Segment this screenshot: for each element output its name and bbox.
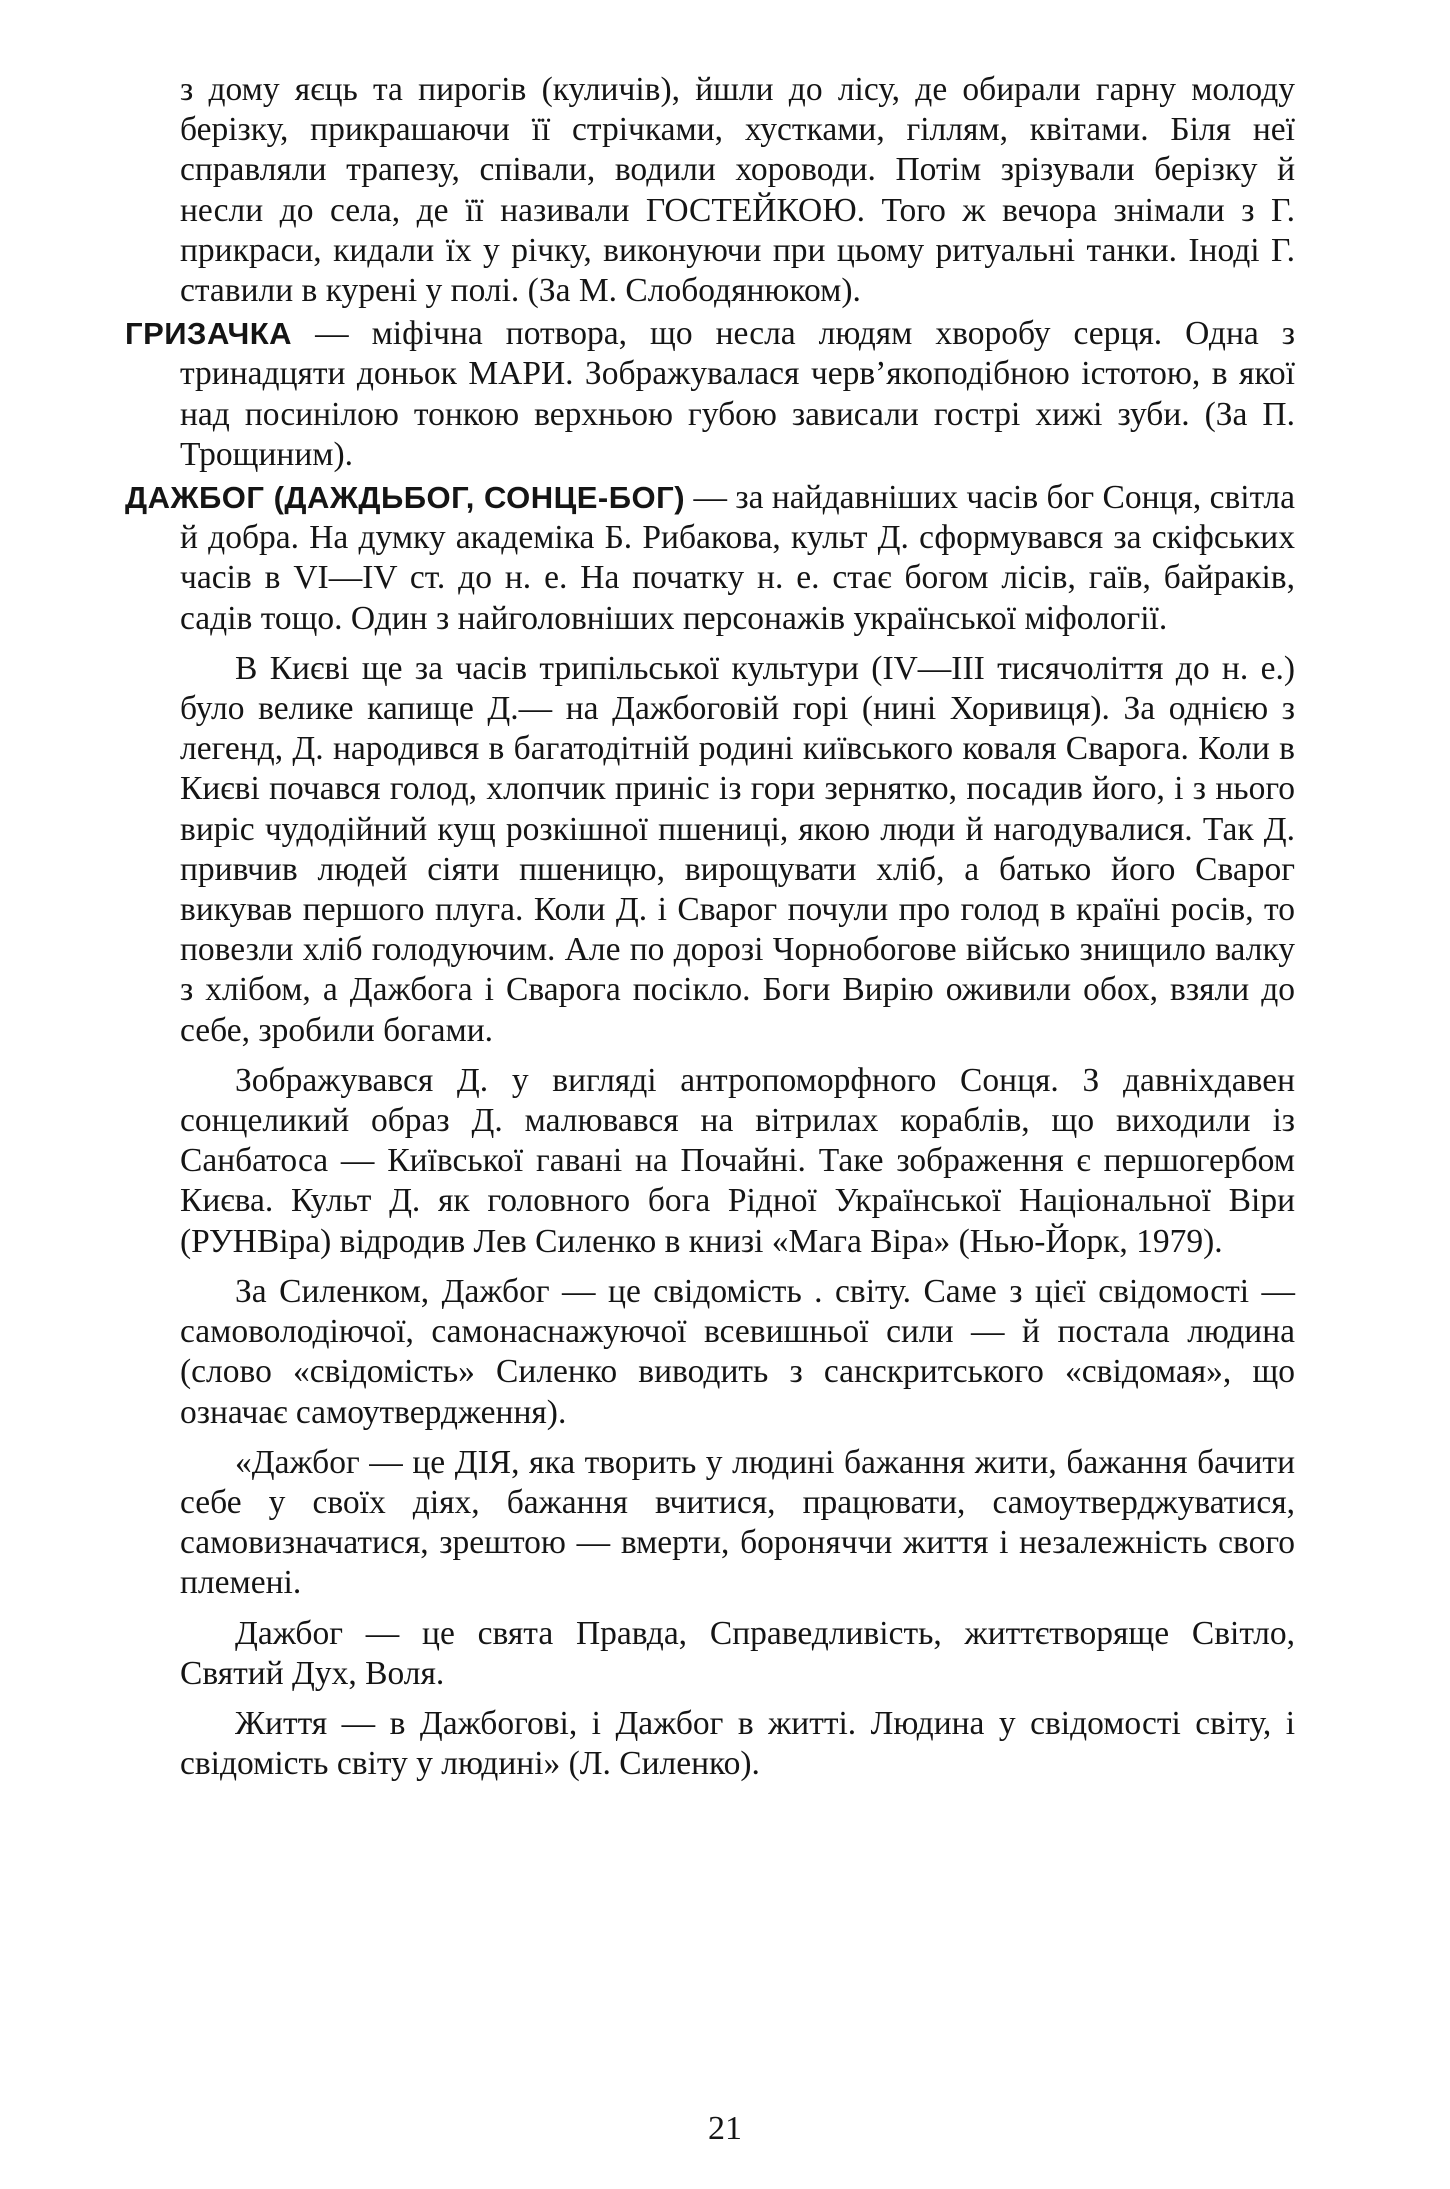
body-paragraph: Зображувався Д. у вигляді антропоморфного Сонця. З давніхдавен сонцеликий образ Д. малювався на вітрилах кораблів, що виходили із Санбатоса — Київської гавані на Почайні. Таке зображення є першогербом Києва. Культ Д. як головного бога Рідної Української Національної Віри (РУНВіра) відродив Лев Силенко в книзі «Мага Віра» (Нью-Йорк, 1979).	[180, 1061, 1295, 1260]
page-body	[125, 70, 1295, 1784]
body-paragraph: «Дажбог — це ДІЯ, яка творить у людині бажання жити, бажання бачити себе у своїх діях, бажання вчитися, працювати, самоутверджуватися, самовизначатися, зрештою — вмерти, бороняччи життя і незалежність свого племені.	[180, 1443, 1295, 1602]
entry-headword: ГРИЗАЧКА	[125, 316, 293, 352]
entry-headword: ДАЖБОГ (ДАЖДЬБОГ, СОНЦЕ-БОГ)	[125, 480, 686, 516]
entry-dazhboh	[125, 478, 1295, 639]
body-paragraph: Дажбог — це свята Правда, Справедливість, життєтворяще Світло, Святий Дух, Воля.	[180, 1614, 1295, 1692]
entry-text: — за найдавніших часів бог Сонця, світла й добра. На думку академіка Б. Рибакова, культ Д. сформувався за скіфських часів в VI—IV ст. до н. е. На початку н. е. стає богом лісів, гаїв, байраків, садів тощо. Один з найголовніших персонажів української міфології.	[180, 479, 1296, 637]
body-paragraph: Життя — в Дажбогові, і Дажбог в житті. Людина у свідомості світу, і свідомість світу у людині» (Л. Силенко).	[180, 1704, 1295, 1783]
body-paragraph: За Силенком, Дажбог — це свідомість . світу. Саме з цієї свідомості — самоволодіючої, самонаснажуючої всевишньої сили — й постала людина (слово «свідомість» Силенко виводить з санскритського «свідомая», що означає самоутвердження).	[180, 1272, 1295, 1431]
entry-gryzachka	[125, 314, 1295, 475]
page-number: 21	[708, 2110, 742, 2147]
entry-text: — міфічна потвора, що несла людям хворобу серця. Одна з тринадцяти доньок МАРИ. Зображувалася черв’якоподібною істотою, в якої над посинілою тонкою верхньою губою зависали гострі хижі зуби. (За П. Трощиним).	[180, 315, 1295, 473]
body-paragraph: В Києві ще за часів трипільської культури (IV—III тисячоліття до н. е.) було велике капище Д.— на Дажбоговій горі (нині Хоривиця). За однією з легенд, Д. народився в багатодітній родині київського коваля Сварога. Коли в Києві почався голод, хлопчик приніс із гори зернятко, посадив його, і з нього виріс чудодійний кущ розкішної пшениці, якою люди й нагодувалися. Так Д. привчив людей сіяти пшеницю, вирощувати хліб, а батько його Сварог викував першого плуга. Коли Д. і Сварог почули про голод в країні росів, то повезли хліб голодуючим. Але по дорозі Чорнобогове військо знищило валку з хлібом, а Дажбога і Сварога посікло. Боги Вирію оживили обох, взяли до себе, зробили богами.	[180, 649, 1295, 1049]
continuation-paragraph: з дому яєць та пирогів (куличів), йшли до лісу, де обирали гарну молоду берізку, прикрашаючи її стрічками, хустками, гіллям, квітами. Біля неї справляли трапезу, співали, водили хороводи. Потім зрізували берізку й несли до села, де її називали ГОСТЕЙКОЮ. Того ж вечора знімали з Г. прикраси, кидали їх у річку, виконуючи при цьому ритуальні танки. Іноді Г. ставили в курені у полі. (За М. Слободянюком).	[180, 71, 1295, 310]
